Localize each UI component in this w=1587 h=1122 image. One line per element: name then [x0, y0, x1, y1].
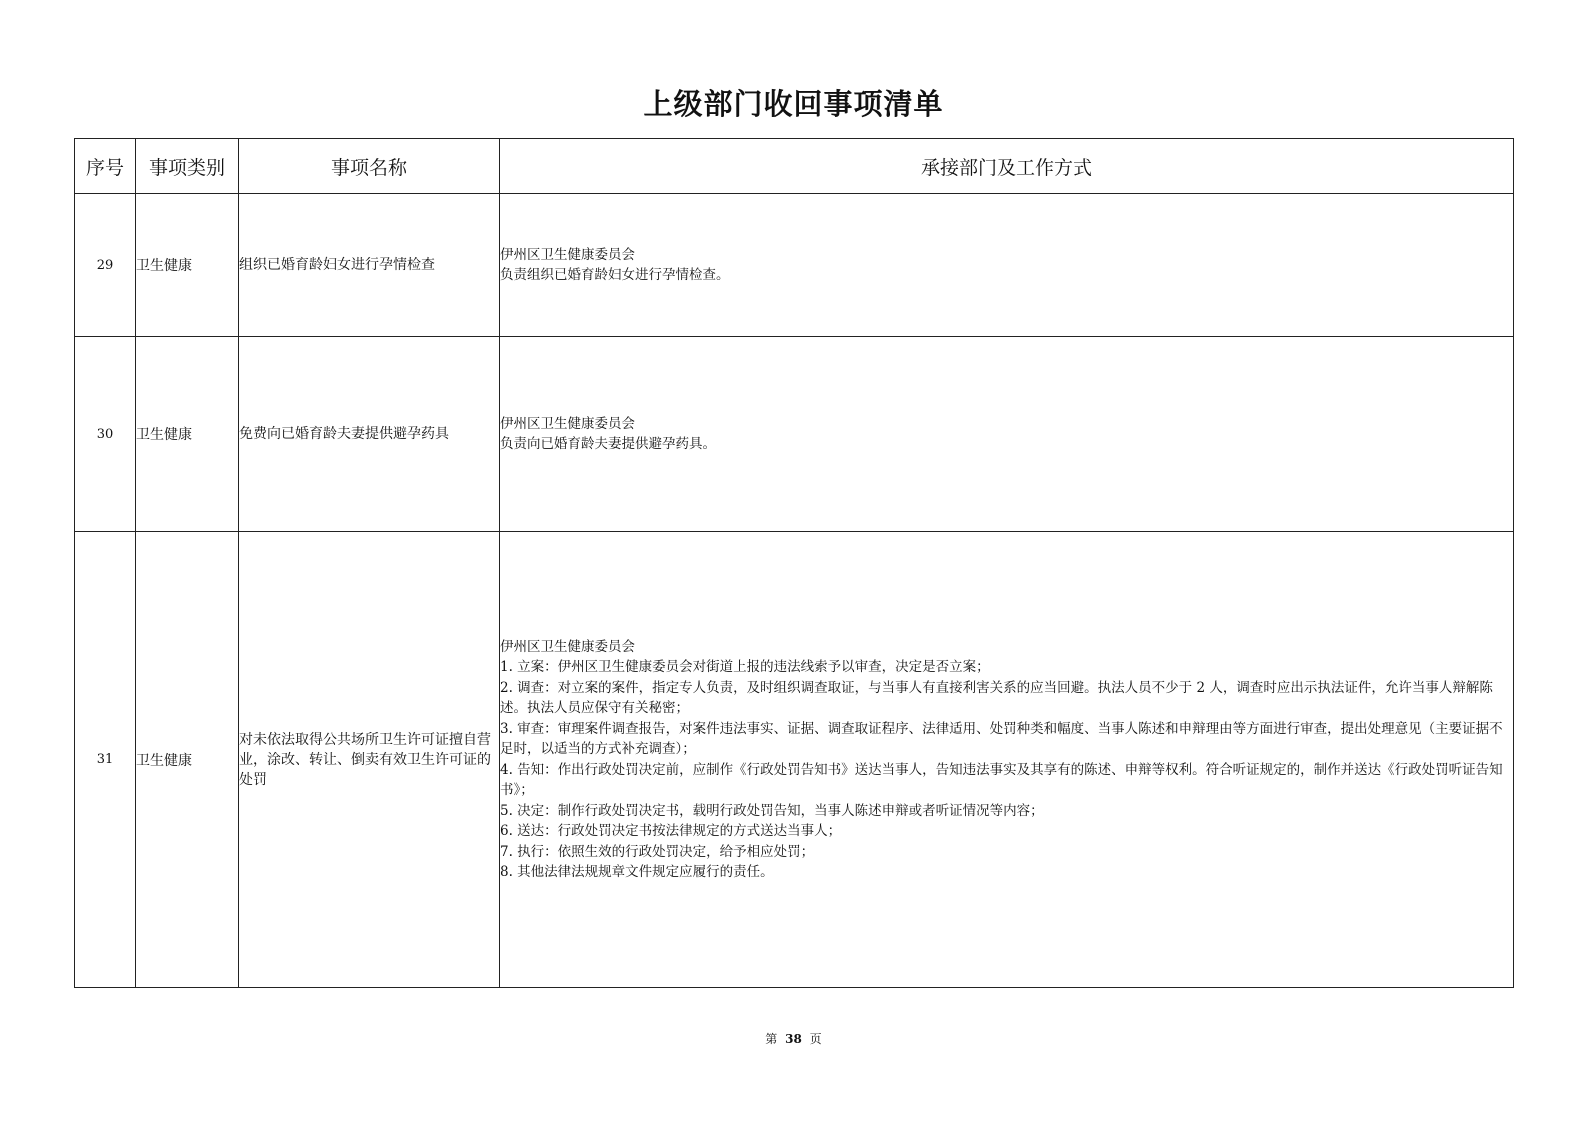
- footer-prefix: 第: [765, 1032, 778, 1046]
- dept-line: 5. 决定：制作行政处罚决定书，载明行政处罚告知，当事人陈述申辩或者听证情况等内容；: [500, 802, 1044, 819]
- page-title: 上级部门收回事项清单: [643, 87, 944, 121]
- row-dept: [500, 194, 1514, 337]
- dept-line: 1. 立案：伊州区卫生健康委员会对街道上报的违法线索予以审查，决定是否立案；: [500, 659, 990, 675]
- dept-line: 6. 送达：行政处罚决定书按法律规定的方式送达当事人；: [500, 823, 842, 839]
- dept-line: 负责组织已婚育龄妇女进行孕情检查。: [500, 267, 730, 283]
- header-no: 序号: [75, 139, 136, 194]
- dept-line: 伊州区卫生健康委员会: [500, 638, 635, 655]
- table-row: [75, 532, 1514, 988]
- items-table: [74, 138, 1514, 988]
- row-no: 31: [75, 532, 136, 988]
- row-name: 组织已婚育龄妇女进行孕情检查: [239, 194, 500, 337]
- header-category: 事项类别: [136, 139, 239, 194]
- page-number: 38: [785, 1032, 802, 1046]
- dept-line: 8. 其他法律法规规章文件规定应履行的责任。: [500, 864, 774, 880]
- page-footer: [0, 1030, 1587, 1047]
- table-row: [75, 337, 1514, 532]
- row-dept: [500, 532, 1514, 988]
- dept-line: 负责向已婚育龄夫妻提供避孕药具。: [500, 436, 716, 452]
- dept-line: 3. 审查：审理案件调查报告，对案件违法事实、证据、调查取证程序、法律适用、处罚种类和幅度、当事人陈述和申辩理由等方面进行审查，提出处理意见（主要证据不足时，以适当的方式补充调查）；: [500, 720, 1503, 757]
- header-dept: 承接部门及工作方式: [500, 139, 1514, 194]
- row-category: 卫生健康: [136, 337, 239, 532]
- row-category: 卫生健康: [136, 532, 239, 988]
- dept-line: 2. 调查：对立案的案件，指定专人负责，及时组织调查取证，与当事人有直接利害关系的应当回避。执法人员不少于 2 人，调查时应出示执法证件，允许当事人辩解陈述。执法人员应保守有关秘密；: [500, 679, 1493, 716]
- table-row: [75, 194, 1514, 337]
- row-no: 30: [75, 337, 136, 532]
- row-no: 29: [75, 194, 136, 337]
- footer-suffix: 页: [809, 1032, 822, 1046]
- dept-line: 伊州区卫生健康委员会: [500, 415, 635, 432]
- row-name: 免费向已婚育龄夫妻提供避孕药具: [239, 337, 500, 532]
- row-dept: [500, 337, 1514, 532]
- dept-line: 4. 告知：作出行政处罚决定前，应制作《行政处罚告知书》送达当事人，告知违法事实及其享有的陈述、申辩等权利。符合听证规定的，制作并送达《行政处罚听证告知书》；: [500, 761, 1503, 798]
- row-category: 卫生健康: [136, 194, 239, 337]
- dept-line: 7. 执行：依照生效的行政处罚决定，给予相应处罚；: [500, 843, 815, 860]
- dept-line: 伊州区卫生健康委员会: [500, 246, 635, 263]
- table-header-row: [75, 139, 1514, 194]
- header-name: 事项名称: [239, 139, 500, 194]
- row-name: 对未依法取得公共场所卫生许可证擅自营业，涂改、转让、倒卖有效卫生许可证的处罚: [239, 532, 500, 988]
